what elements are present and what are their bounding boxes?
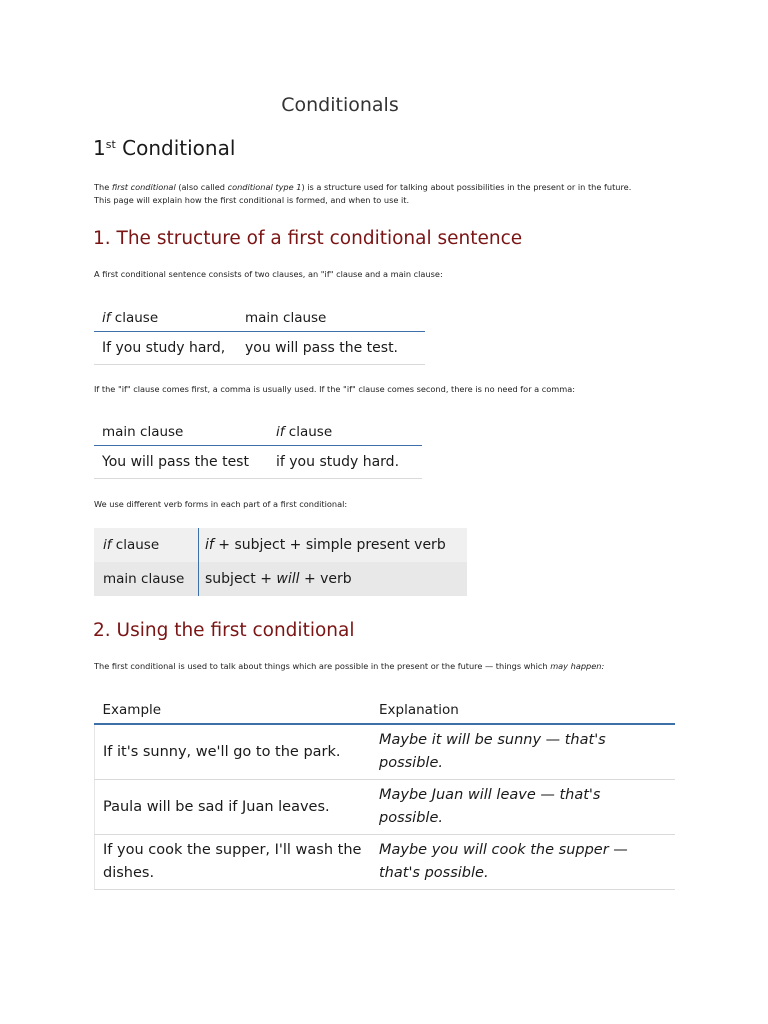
header-main-clause: main clause	[94, 418, 276, 446]
table-row	[94, 562, 467, 596]
para-clauses: A first conditional sentence consists of two clauses, an "if" clause and a main clause:	[94, 269, 443, 279]
table-row	[95, 780, 676, 835]
cell-example: Paula will be sad if Juan leaves.	[95, 780, 378, 835]
table-row	[94, 332, 425, 365]
section-label: Conditional	[122, 136, 236, 160]
cell-explanation: Maybe Juan will leave — that's possible.	[377, 780, 675, 835]
para-use: The first conditional is used to talk about things which are possible in the present or the future — things which may happen:	[94, 661, 605, 671]
cell-label-if: if clause	[94, 528, 199, 562]
table-row	[95, 724, 676, 780]
cell-label-main: main clause	[94, 562, 199, 596]
table-verb-forms	[94, 528, 467, 596]
para-verbs: We use different verb forms in each part of a first conditional:	[94, 499, 348, 509]
para-comma: If the "if" clause comes first, a comma is usually used. If the "if" clause comes second, there is no need for a comma:	[94, 384, 576, 394]
cell-main-clause: You will pass the test	[94, 446, 276, 479]
cell-if-clause: if you study hard.	[276, 446, 422, 479]
page-title: Conditionals	[281, 94, 399, 116]
cell-explanation: Maybe you will cook the supper — that's possible.	[377, 835, 675, 890]
ordinal-suffix: st	[105, 138, 116, 151]
table-row	[94, 446, 422, 479]
table-row	[94, 528, 467, 562]
cell-main-clause: you will pass the test.	[245, 332, 425, 365]
header-if-clause: if clause	[94, 304, 245, 332]
header-main-clause: main clause	[245, 304, 425, 332]
table-if-first	[94, 304, 425, 365]
cell-form-if: if + subject + simple present verb	[205, 537, 446, 553]
section-number: 1	[93, 136, 106, 160]
table-examples	[94, 696, 675, 890]
table-main-first	[94, 418, 422, 479]
cell-example: If you cook the supper, I'll wash the dishes.	[95, 835, 378, 890]
section-heading	[93, 136, 235, 160]
table-row	[95, 835, 676, 890]
header-explanation: Explanation	[377, 696, 675, 724]
header-example: Example	[95, 696, 378, 724]
header-if-clause: if clause	[276, 418, 422, 446]
cell-example: If it's sunny, we'll go to the park.	[95, 724, 378, 780]
heading-using: 2. Using the first conditional	[93, 620, 355, 641]
heading-structure: 1. The structure of a first conditional sentence	[93, 228, 523, 249]
intro-paragraph: The first conditional (also called conditional type 1) is a structure used for talking about possibilities in the present or in the future. This page will explain how the first conditional is formed, and when to use it.	[94, 182, 632, 205]
cell-explanation: Maybe it will be sunny — that's possible.	[377, 724, 675, 780]
cell-if-clause: If you study hard,	[94, 332, 245, 365]
cell-form-main: subject + will + verb	[199, 562, 468, 596]
